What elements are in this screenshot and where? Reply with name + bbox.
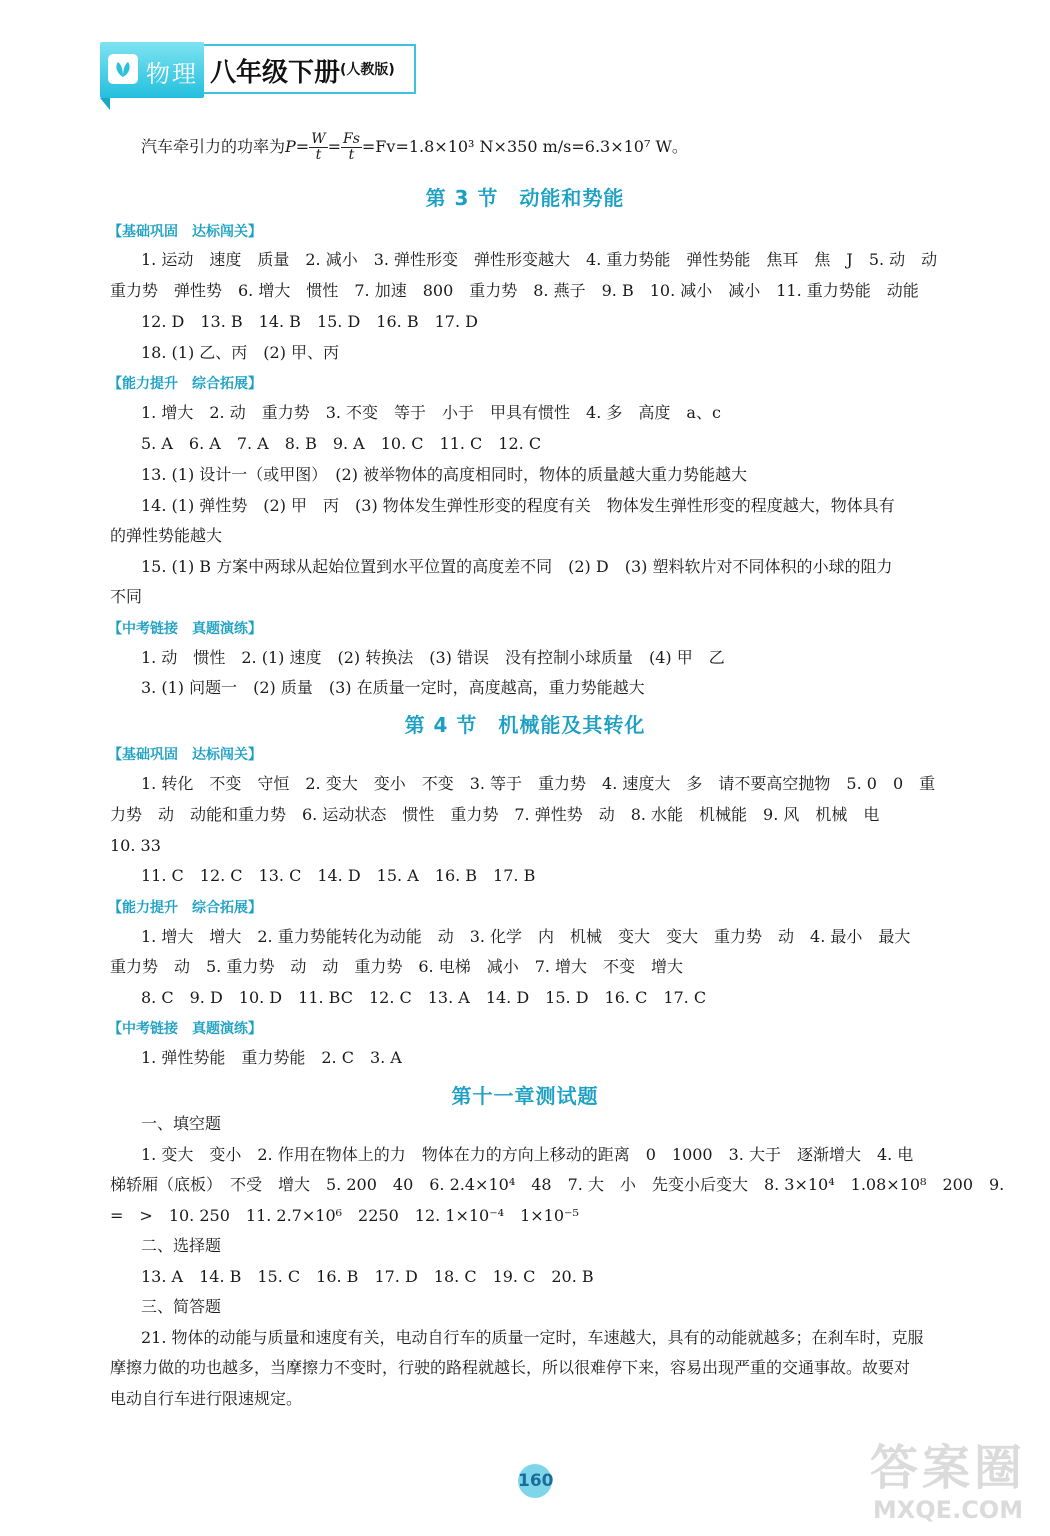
answer-line: 1. 转化 不变 守恒 2. 变大 变小 不变 3. 等于 重力势 4. 速度大 多 请不要高空抛物 5. 0 0 重 (141, 774, 936, 793)
answer-line: 13. A 14. B 15. C 16. B 17. D 18. C 19. C 20. B (141, 1267, 594, 1286)
answer-line: 15. (1) B 方案中两球从起始位置到水平位置的高度差不同 (2) D (3) 塑料软片对不同体积的小球的阻力 (141, 557, 893, 576)
answer-line: 1. 增大 增大 2. 重力势能转化为动能 动 3. 化学 内 机械 变大 变大 重力势 动 4. 最小 最大 (141, 927, 911, 946)
answer-line: 18. (1) 乙、丙 (2) 甲、丙 (141, 343, 340, 362)
section-3-title: 第 3 节 动能和势能 (425, 186, 625, 210)
section-3-tag-ability: 【能力提升 综合拓展】 (108, 376, 262, 392)
fraction-numerator: W (311, 131, 326, 147)
answer-line: 力势 动 动能和重力势 6. 运动状态 惯性 重力势 7. 弹性势 动 8. 水能 机械能 9. 风 机械 电 (110, 805, 880, 824)
answer-line: 5. A 6. A 7. A 8. B 9. A 10. C 11. C 12. C (141, 434, 542, 453)
edition-label: (人教版) (340, 62, 395, 78)
fraction-numerator: Fs (342, 131, 360, 147)
section-4-tag-ability: 【能力提升 综合拓展】 (108, 900, 262, 916)
answer-line: 14. (1) 弹性势 (2) 甲 丙 (3) 物体发生弹性形变的程度有关 物体发生弹性形变的程度越大，物体具有 (141, 496, 895, 515)
answer-line: 3. (1) 问题一 (2) 质量 (3) 在质量一定时，高度越高，重力势能越大 (141, 678, 645, 697)
test-heading-short: 三、简答题 (141, 1297, 222, 1316)
answer-line: 的弹性势能越大 (110, 526, 223, 545)
answer-line: 重力势 动 5. 重力势 动 动 重力势 6. 电梯 减小 7. 增大 不变 增大 (110, 957, 684, 976)
section-4-tag-basic: 【基础巩固 达标闯关】 (108, 747, 262, 763)
fraction-denominator: t (315, 147, 322, 163)
formula-prefix: 汽车牵引力的功率为 (141, 137, 286, 156)
answer-line: 21. 物体的动能与质量和速度有关，电动自行车的质量一定时，车速越大，具有的动能就越多；在刹车时，克服 (141, 1328, 924, 1347)
answer-line: 1. 弹性势能 重力势能 2. C 3. A (141, 1048, 402, 1067)
header-banner (100, 42, 418, 102)
answer-line: 13. (1) 设计一（或甲图） (2) 被举物体的高度相同时，物体的质量越大重力势能越大 (141, 465, 748, 484)
watermark-top-text: 答案圈 (869, 1440, 1026, 1496)
formula-suffix: =Fv=1.8×10³ N×350 m/s=6.3×10⁷ W。 (361, 137, 688, 156)
formula-p: P= (285, 137, 310, 156)
answer-line: 重力势 弹性势 6. 增大 惯性 7. 加速 800 重力势 8. 燕子 9. B 10. 减小 减小 11. 重力势能 动能 (110, 281, 919, 300)
equals-sign: = (327, 137, 341, 156)
power-formula (141, 132, 688, 176)
page-number: 160 (518, 1464, 552, 1498)
fraction-fs-over-t (341, 132, 362, 163)
leaf-icon (108, 54, 138, 84)
answer-line: 12. D 13. B 14. B 15. D 16. B 17. D (141, 312, 478, 331)
answer-line: 1. 增大 2. 动 重力势 3. 不变 等于 小于 甲具有惯性 4. 多 高度 a、c (141, 403, 721, 422)
answer-line: 1. 动 惯性 2. (1) 速度 (2) 转换法 (3) 错误 没有控制小球质量 (4) 甲 乙 (141, 648, 725, 667)
answer-line: 10. 33 (110, 836, 161, 855)
test-heading-fill: 一、填空题 (141, 1114, 222, 1133)
grade-title: 八年级下册 (210, 58, 341, 88)
answer-line: 1. 运动 速度 质量 2. 减小 3. 弹性形变 弹性形变越大 4. 重力势能 弹性势能 焦耳 焦 J 5. 动 动 (141, 250, 938, 269)
watermark-bottom-text: MXQE.COM (872, 1496, 1024, 1524)
section-4-title: 第 4 节 机械能及其转化 (404, 713, 646, 737)
answer-line: = > 10. 250 11. 2.7×10⁶ 2250 12. 1×10⁻⁴ 1×10⁻⁵ (110, 1206, 579, 1225)
section-3-tag-basic: 【基础巩固 达标闯关】 (108, 224, 262, 240)
fraction-denominator: t (348, 147, 355, 163)
section-3-tag-exam: 【中考链接 真题演练】 (108, 621, 262, 637)
answer-line: 梯轿厢（底板） 不受 增大 5. 200 40 6. 2.4×10⁴ 48 7. 大 小 先变小后变大 8. 3×10⁴ 1.08×10⁸ 200 9. (110, 1175, 1005, 1194)
answer-line: 摩擦力做的功也越多，当摩擦力不变时，行驶的路程就越长，所以很难停下来，容易出现严重的交通事故。故要对 (110, 1358, 911, 1377)
subject-tab (100, 42, 204, 98)
answer-line: 1. 变大 变小 2. 作用在物体上的力 物体在力的方向上移动的距离 0 1000 3. 大于 逐渐增大 4. 电 (141, 1145, 914, 1164)
answer-line: 不同 (110, 587, 143, 606)
chapter-test-title: 第十一章测试题 (451, 1084, 599, 1108)
answer-line: 11. C 12. C 13. C 14. D 15. A 16. B 17. B (141, 866, 536, 885)
fraction-w-over-t (309, 132, 327, 163)
answer-line: 8. C 9. D 10. D 11. BC 12. C 13. A 14. D 15. D 16. C 17. C (141, 988, 707, 1007)
answer-line: 电动自行车进行限速规定。 (110, 1389, 303, 1408)
watermark-logo (848, 1440, 1048, 1532)
section-4-tag-exam: 【中考链接 真题演练】 (108, 1021, 262, 1037)
test-heading-choice: 二、选择题 (141, 1236, 222, 1255)
subject-label: 物理 (146, 60, 198, 88)
